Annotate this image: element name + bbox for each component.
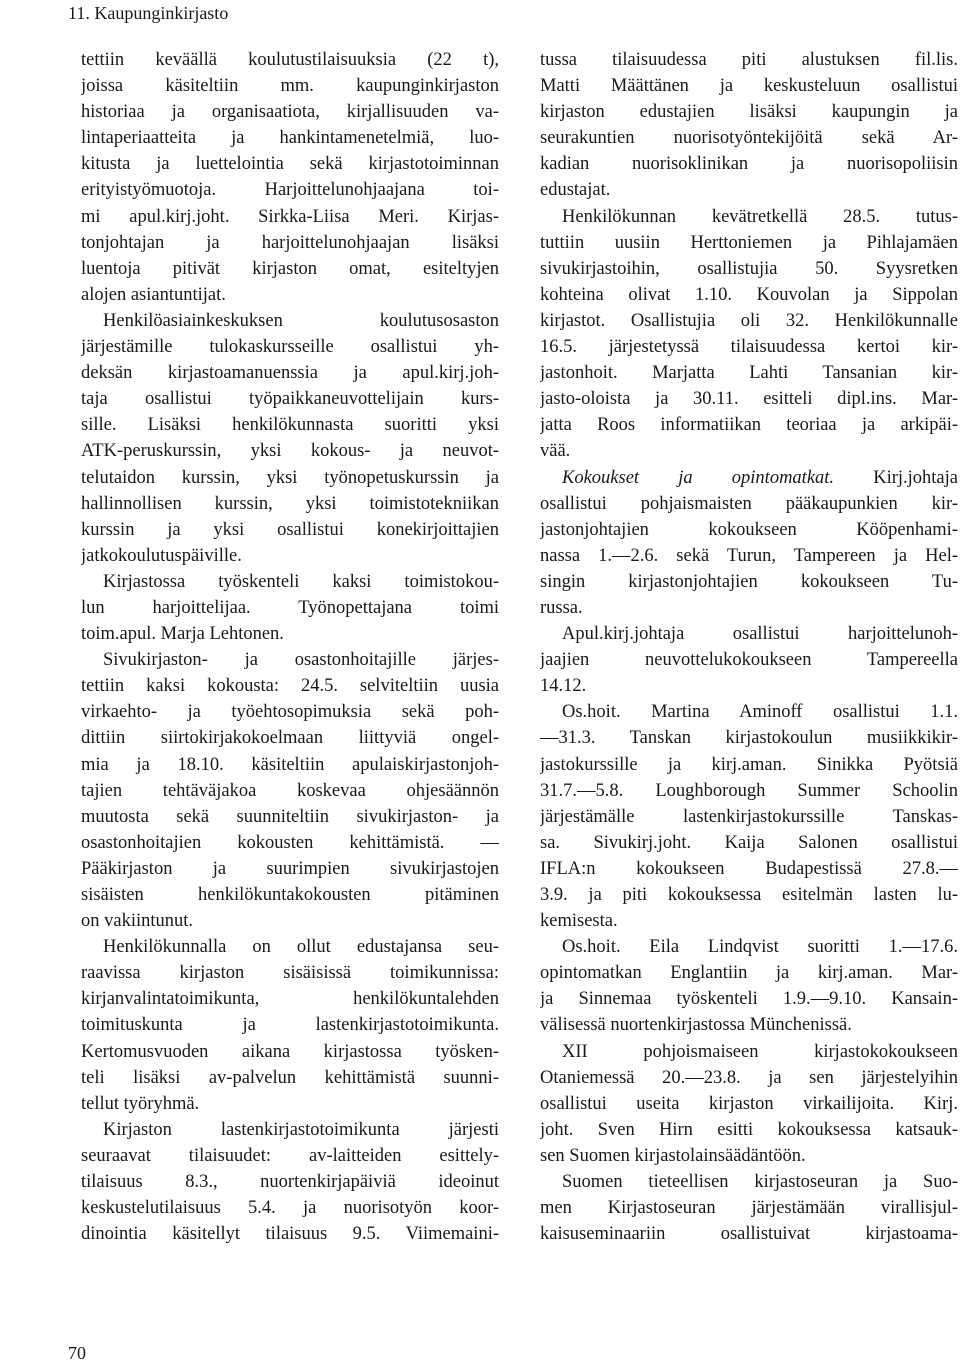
text-line: Kirjaston lastenkirjastotoimikunta järjesti [103,1119,499,1140]
text-line: men Kirjastoseuran järjestämään virallisjul- [540,1198,958,1219]
text-line: 31.7.—5.8. Loughborough Summer Schoolin [540,780,958,801]
text-line: tellut työryhmä. [81,1093,200,1114]
text-line: keskustelutilaisuus 5.4. ja nuorisotyön koor- [81,1198,499,1219]
text-line: kirjastot. Osallistujia oli 32. Henkilökunnalle [540,310,958,331]
text-line: Kertomusvuoden aikana kirjastossa työsken- [81,1041,499,1062]
text-line: jastokurssille ja kirj.aman. Sinikka Pyötsiä [540,754,958,775]
text-line: historiaa ja organisaatiota, kirjallisuuden va- [81,102,499,123]
text-line: —31.3. Tanskan kirjastokoulun musiikkikir- [540,728,958,749]
text-line: ATK-peruskurssin, yksi kokous- ja neuvot- [81,441,499,462]
text-line: virkaehto- ja työehtosopimuksia sekä poh- [81,702,499,723]
text-line: telutaidon kurssin, yksi työnopetuskurssin ja [81,467,499,488]
text-line: tussa tilaisuudessa piti alustuksen fil.lis. [540,50,958,70]
text-line: raavissa kirjaston sisäisissä toimikunnissa: [81,963,499,984]
text-line: tettiin keväällä koulutustilaisuuksia (22 t), [81,50,499,70]
running-head: 11. Kaupunginkirjasto [68,3,229,23]
text-line: alojen asiantuntijat. [81,284,226,305]
text-line: jasto-oloista ja 30.11. esitteli dipl.ins. Mar- [540,389,958,410]
text-line: sille. Lisäksi henkilökunnasta suoritti yksi [81,415,499,436]
text-line: erityistyömuotoja. Harjoittelunohjaajana toi- [81,180,499,201]
text-line: kaisuseminaariin osallistuivat kirjastoama- [540,1224,958,1245]
section-heading: Kokoukset ja opintomatkat. [562,467,835,488]
text-line: lintaperiaatteita ja hankintamenetelmiä, luo- [81,128,499,149]
text-line: Otaniemessä 20.—23.8. ja sen järjestelyihin [540,1067,958,1088]
text-line: Kirjastossa työskenteli kaksi toimistokou- [103,571,499,592]
text-line: jatta Roos informatiikan teoriaa ja arkipäi- [540,415,958,436]
text-line: dinointia käsitellyt tilaisuus 9.5. Viimemaini- [81,1224,499,1245]
text-line: 16.5. järjestetyssä tilaisuudessa kertoi kir- [540,337,958,358]
text-line: kemisesta. [540,911,618,932]
text-line: Sivukirjaston- ja osastonhoitajille järjes- [103,650,499,671]
text-line: jastonjohtajien kokoukseen Kööpenhami- [540,519,958,540]
text-line: Henkilökunnan kevätretkellä 28.5. tutus- [562,206,958,227]
text-line: russa. [540,597,583,618]
text-line: sa. Sivukirj.joht. Kaija Salonen osallistui [540,832,958,853]
text-line: 14.12. [540,676,587,697]
text-line: seurakuntien nuorisotyöntekijöitä sekä Ar- [540,128,958,149]
text-line: tajien tehtäväjakoa koskevaa ohjesäännön [81,780,499,801]
text-line: vää. [540,441,571,462]
text-line: luentoja pitivät kirjaston omat, esiteltyjen [81,258,499,279]
text-line: Matti Määttänen ja keskusteluun osallistui [540,76,958,97]
text-line: Pääkirjaston ja suurimpien sivukirjastojen [81,858,499,879]
text-line: on vakiintunut. [81,911,194,932]
text-line: muutosta sekä suunniteltiin sivukirjaston- ja [81,806,499,827]
text-line: XII pohjoismaiseen kirjastokokoukseen [562,1041,958,1062]
text-line: joissa käsiteltiin mm. kaupunginkirjaston [81,76,499,97]
text-line: välisessä nuortenkirjastossa Münchenissä. [540,1015,852,1036]
text-line: toimituskunta ja lastenkirjastotoimikunta. [81,1015,499,1036]
page-number: 70 [68,1343,86,1363]
text-line: taja osallistui työpaikkaneuvottelijain kurs- [81,389,499,410]
text-line: Suomen tieteellisen kirjastoseuran ja Suo- [562,1172,958,1193]
text-line: IFLA:n kokoukseen Budapestissä 27.8.— [540,858,958,879]
text-line: osastonhoitajien kokousten kehittämistä. — [81,832,499,853]
text-line: sisäisten henkilökuntakokousten pitäminen [81,885,499,905]
text-line: jastonhoit. Marjatta Lahti Tansanian kir- [540,363,958,384]
text-line: kirjanvalintatoimikunta, henkilökuntalehden [81,989,499,1010]
text-line: kadian nuorisoklinikan ja nuorisopoliisin [540,154,958,175]
text-line: singin kirjastonjohtajien kokoukseen Tu- [540,571,958,592]
text-line: 3.9. ja piti kokouksessa esitelmän lasten lu- [540,885,958,905]
text-line: kohteina olivat 1.10. Kouvolan ja Sippolan [540,284,958,305]
text-line: osallistui pohjaismaisten pääkaupunkien kir- [540,493,958,514]
text-line: kurssin ja yksi osallistui konekirjoittajien [81,519,499,540]
text-line: Henkilökunnalla on ollut edustajansa seu- [103,937,499,958]
text-line: sivukirjastoihin, osallistujia 50. Syysretken [540,258,958,279]
text-line: järjestämille tulokaskursseille osallistui yh- [81,337,499,358]
text-line: tonjohtajan ja harjoittelunohjaajan lisäksi [81,232,499,253]
text-line: deksän kirjastoamanuenssia ja apul.kirj.joh- [81,363,499,384]
section-heading-line [540,465,958,491]
text-line: seuraavat tilaisuudet: av-laitteiden esittely- [81,1145,499,1166]
right-column [540,47,958,1247]
text-line: opintomatkan Englantiin ja kirj.aman. Mar- [540,963,958,984]
text-line: Apul.kirj.johtaja osallistui harjoittelunoh- [562,624,958,645]
text-line: kirjaston edustajien lisäksi kaupungin ja [540,102,958,123]
text-line: tuttiin uusiin Herttoniemen ja Pihlajamäen [540,232,958,253]
left-column [81,47,499,1247]
text-line: tilaisuus 8.3., nuortenkirjapäiviä ideoinut [81,1172,499,1193]
text-line: kitusta ja luettelointia sekä kirjastotoiminnan [81,154,499,175]
text-line: Os.hoit. Martina Aminoff osallistui 1.1. [562,702,958,723]
text-line: teli lisäksi av-palvelun kehittämistä suunni- [81,1067,499,1088]
text-line: mi apul.kirj.joht. Sirkka-Liisa Meri. Kirjas- [81,206,499,227]
text-line: ja Sinnemaa työskenteli 1.9.—9.10. Kansain- [540,989,958,1010]
text-line: toim.apul. Marja Lehtonen. [81,624,284,645]
text-line: lun harjoittelijaa. Työnopettajana toimi [81,597,499,618]
text-line: tettiin kaksi kokousta: 24.5. selviteltiin uusia [81,676,499,697]
text-line: jatkokoulutuspäiville. [81,545,242,566]
heading-continuation: Kirj.johtaja [834,467,958,488]
text-line: järjestämälle lastenkirjastokurssille Tanskas- [540,806,958,827]
text-line: osallistui useita kirjaston virkailijoita. Kirj. [540,1093,958,1114]
text-line: jaajien neuvottelukokoukseen Tampereella [540,650,958,671]
text-line: sen Suomen kirjastolainsäädäntöön. [540,1145,806,1166]
text-line: edustajat. [540,180,611,201]
text-line: hallinnollisen kurssin, yksi toimistotekniikan [81,493,499,514]
text-line: nassa 1.—2.6. sekä Turun, Tampereen ja Hel- [540,545,958,566]
text-line: joht. Sven Hirn esitti kokouksessa katsauk- [540,1119,958,1140]
text-line: dittiin siirtokirjakokoelmaan liittyviä ongel- [81,728,499,749]
text-line: Henkilöasiainkeskuksen koulutusosaston [103,310,499,331]
text-line: mia ja 18.10. käsiteltiin apulaiskirjastonjoh- [81,754,499,775]
text-line: Os.hoit. Eila Lindqvist suoritti 1.—17.6. [562,937,958,958]
